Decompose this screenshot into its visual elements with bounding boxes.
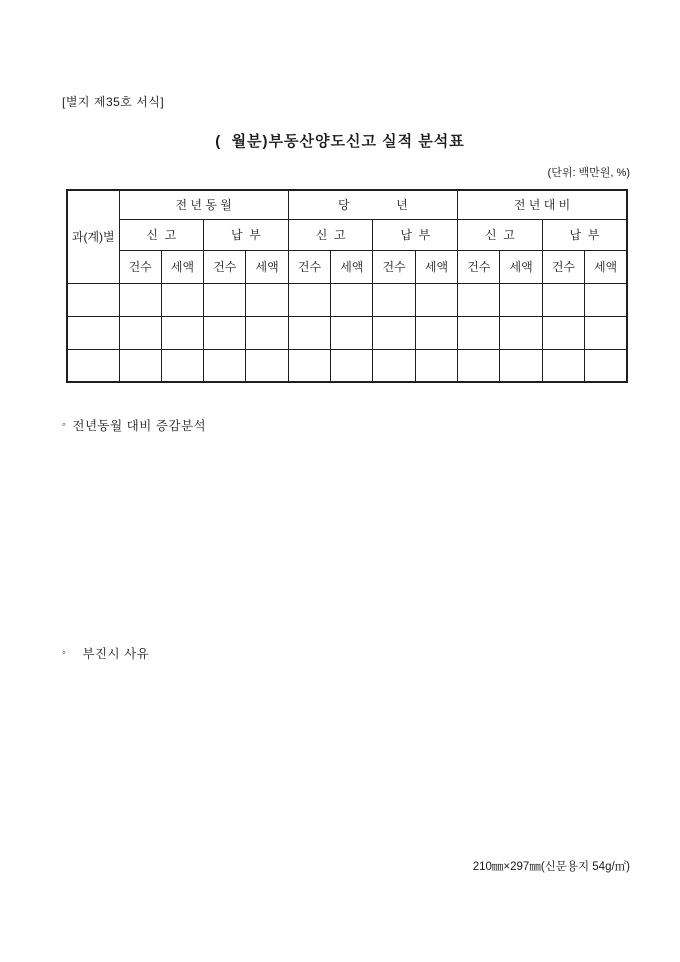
body-cell [204,316,246,349]
body-cell [67,283,119,316]
group-header-prev-year-month: 전 년 동 월 [119,190,288,219]
body-cell [500,349,542,382]
body-cell [500,316,542,349]
body-cell [542,349,584,382]
paper-size-note: 210㎜×297㎜(신문용지 54g/㎡) [472,861,630,873]
subheader-report-cell: 신 고 [119,219,204,250]
body-cell [204,283,246,316]
unit-note: (단위: 백만원, %) [547,167,630,179]
body-cell [288,349,330,382]
body-cell [585,349,627,382]
body-cell [585,316,627,349]
leafheader-count-cell: 건수 [288,250,330,283]
body-cell [119,283,161,316]
section-underperformance-reason-label: 부진시 사유 [82,647,150,661]
leafheader-tax-cell: 세액 [500,250,542,283]
analysis-table [66,189,628,383]
table-header-row-subgroups [67,219,627,250]
leafheader-tax-cell: 세액 [585,250,627,283]
body-cell [67,316,119,349]
body-cell [204,349,246,382]
leafheader-count-cell: 건수 [373,250,415,283]
body-cell [119,349,161,382]
subheader-report-cell: 신 고 [288,219,373,250]
body-cell [161,283,203,316]
body-cell [373,283,415,316]
section-underperformance-reason [62,644,149,662]
table-header-row-groups [67,190,627,219]
subheader-pay-cell: 납 부 [373,219,458,250]
leafheader-tax-cell: 세액 [161,250,203,283]
body-cell [331,349,373,382]
section-change-analysis [62,416,206,434]
table-header-row-leaf [67,250,627,283]
leafheader-tax-cell: 세액 [246,250,288,283]
body-cell [331,316,373,349]
bullet-icon: ◦ [62,419,67,431]
body-cell [161,349,203,382]
body-cell [585,283,627,316]
leafheader-count-cell: 건수 [204,250,246,283]
body-cell [373,349,415,382]
table-row [67,316,627,349]
body-cell [415,283,457,316]
corner-header-cell: 과(계)별 [67,190,119,283]
subheader-report-cell: 신 고 [458,219,543,250]
leafheader-tax-cell: 세액 [415,250,457,283]
leafheader-count-cell: 건수 [458,250,500,283]
body-cell [331,283,373,316]
body-cell [542,316,584,349]
body-cell [119,316,161,349]
body-cell [246,283,288,316]
table-row [67,283,627,316]
form-reference: [별지 제35호 서식] [62,95,165,109]
leafheader-tax-cell: 세액 [331,250,373,283]
subheader-pay-cell: 납 부 [542,219,627,250]
body-cell [246,349,288,382]
body-cell [415,349,457,382]
table-row [67,349,627,382]
body-cell [542,283,584,316]
group-header-vs-prev-year: 전 년 대 비 [458,190,627,219]
group-header-current-year: 당 년 [288,190,457,219]
body-cell [161,316,203,349]
page-title: ( 월분)부동산양도신고 실적 분석표 [215,133,465,150]
body-cell [288,316,330,349]
leafheader-count-cell: 건수 [542,250,584,283]
body-cell [373,316,415,349]
section-change-analysis-label: 전년동월 대비 증감분석 [72,419,207,433]
body-cell [500,283,542,316]
body-cell [288,283,330,316]
bullet-icon: ◦ [62,647,67,659]
subheader-pay-cell: 납 부 [204,219,289,250]
body-cell [415,316,457,349]
body-cell [246,316,288,349]
body-cell [67,349,119,382]
body-cell [458,349,500,382]
leafheader-count-cell: 건수 [119,250,161,283]
body-cell [458,283,500,316]
body-cell [458,316,500,349]
